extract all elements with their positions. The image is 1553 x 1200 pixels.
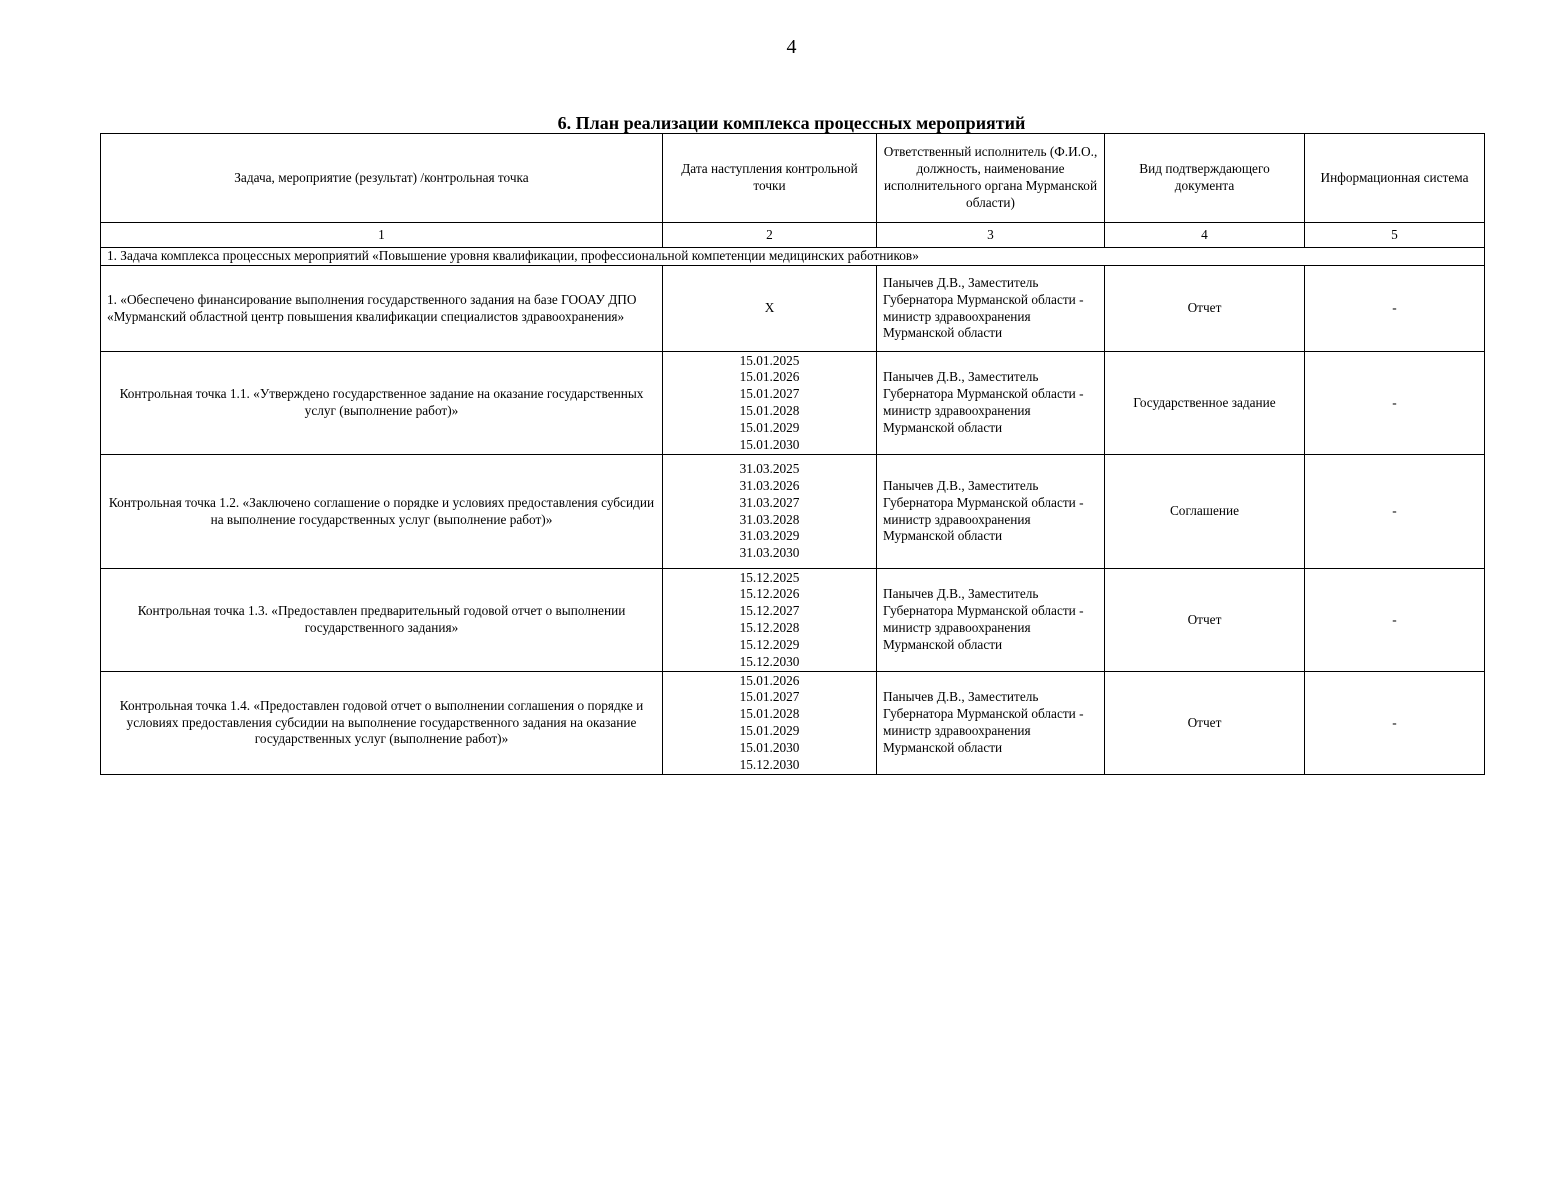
plan-table	[100, 133, 1485, 775]
date-value: 15.01.2029	[739, 419, 800, 435]
date-cell	[663, 569, 877, 672]
table-row	[101, 569, 1485, 672]
document-cell: Отчет	[1105, 266, 1305, 352]
date-cell	[663, 672, 877, 775]
responsible-cell: Панычев Д.В., Заместитель Губернатора Мурманской области - министр здравоохранения Мурманской области	[877, 569, 1105, 672]
date-cell	[663, 352, 877, 455]
date-value: 15.01.2028	[739, 706, 800, 722]
table-row	[101, 266, 1485, 352]
header-row	[101, 134, 1485, 223]
document-cell: Отчет	[1105, 569, 1305, 672]
date-value: 15.01.2030	[739, 436, 800, 452]
column-number: 2	[663, 223, 877, 248]
system-cell: -	[1305, 455, 1485, 569]
system-cell: -	[1305, 672, 1485, 775]
date-value: 31.03.2030	[739, 545, 800, 561]
responsible-cell: Панычев Д.В., Заместитель Губернатора Мурманской области - министр здравоохранения Мурманской области	[877, 266, 1105, 352]
date-value: 31.03.2029	[739, 528, 800, 544]
document-cell: Государственное задание	[1105, 352, 1305, 455]
page-number: 4	[786, 36, 797, 58]
date-value: 15.12.2026	[739, 586, 800, 602]
task-cell: Контрольная точка 1.1. «Утверждено государственное задание на оказание государственных услуг (выполнение работ)»	[101, 352, 663, 455]
task-cell: Контрольная точка 1.4. «Предоставлен годовой отчет о выполнении соглашения о порядке и условиях предоставления субсидии на выполнение государственного задания на оказание государственных услуг (выполнение работ)»	[101, 672, 663, 775]
responsible-cell: Панычев Д.В., Заместитель Губернатора Мурманской области - министр здравоохранения Мурманской области	[877, 352, 1105, 455]
date-value: Х	[764, 300, 775, 316]
task-cell: Контрольная точка 1.3. «Предоставлен предварительный годовой отчет о выполнении государственного задания»	[101, 569, 663, 672]
responsible-cell: Панычев Д.В., Заместитель Губернатора Мурманской области - министр здравоохранения Мурманской области	[877, 672, 1105, 775]
date-value: 15.12.2030	[739, 756, 800, 772]
header-responsible: Ответственный исполнитель (Ф.И.О., должность, наименование исполнительного органа Мурманской области)	[877, 134, 1105, 223]
header-task: Задача, мероприятие (результат) /контрольная точка	[101, 134, 663, 223]
system-cell: -	[1305, 266, 1485, 352]
date-value: 15.01.2025	[739, 352, 800, 368]
system-cell: -	[1305, 569, 1485, 672]
date-value: 15.12.2029	[739, 636, 800, 652]
date-value: 15.01.2026	[739, 672, 800, 688]
section-row	[101, 248, 1485, 266]
column-number: 5	[1305, 223, 1485, 248]
date-value: 31.03.2026	[739, 477, 800, 493]
date-value: 15.01.2028	[739, 403, 800, 418]
document-cell: Соглашение	[1105, 455, 1305, 569]
document-title: 6. План реализации комплекса процессных мероприятий	[557, 113, 1026, 133]
date-value: 15.12.2027	[739, 603, 800, 619]
date-value: 31.03.2028	[739, 511, 800, 527]
date-value: 31.03.2027	[739, 494, 800, 510]
task-cell: 1. «Обеспечено финансирование выполнения государственного задания на базе ГООАУ ДПО «Мурманский областной центр повышения квалификации специалистов здравоохранения»	[101, 266, 663, 352]
header-document: Вид подтверждающего документа	[1105, 134, 1305, 223]
date-value: 15.12.2030	[739, 653, 800, 669]
task-cell: Контрольная точка 1.2. «Заключено соглашение о порядке и условиях предоставления субсидии на выполнение государственных услуг (выполнение работ)»	[101, 455, 663, 569]
date-cell	[663, 455, 877, 569]
responsible-cell: Панычев Д.В., Заместитель Губернатора Мурманской области - министр здравоохранения Мурманской области	[877, 455, 1105, 569]
column-number: 3	[877, 223, 1105, 248]
date-cell	[663, 266, 877, 352]
date-value: 15.01.2029	[739, 723, 800, 738]
date-value: 15.01.2027	[739, 689, 800, 705]
date-value: 31.03.2025	[739, 461, 800, 477]
header-system: Информационная система	[1305, 134, 1485, 223]
date-value: 15.12.2028	[739, 620, 800, 635]
column-number: 1	[101, 223, 663, 248]
section-title: 1. Задача комплекса процессных мероприятий «Повышение уровня квалификации, профессиональной компетенции медицинских работников»	[101, 248, 1485, 266]
column-number: 4	[1105, 223, 1305, 248]
date-value: 15.01.2026	[739, 369, 800, 385]
header-date: Дата наступления контрольной точки	[663, 134, 877, 223]
document-cell: Отчет	[1105, 672, 1305, 775]
date-value: 15.01.2030	[739, 739, 800, 755]
table-row	[101, 352, 1485, 455]
column-number-row	[101, 223, 1485, 248]
system-cell: -	[1305, 352, 1485, 455]
date-value: 15.12.2025	[739, 569, 800, 585]
date-value: 15.01.2027	[739, 386, 800, 402]
table-row	[101, 455, 1485, 569]
table-row	[101, 672, 1485, 775]
